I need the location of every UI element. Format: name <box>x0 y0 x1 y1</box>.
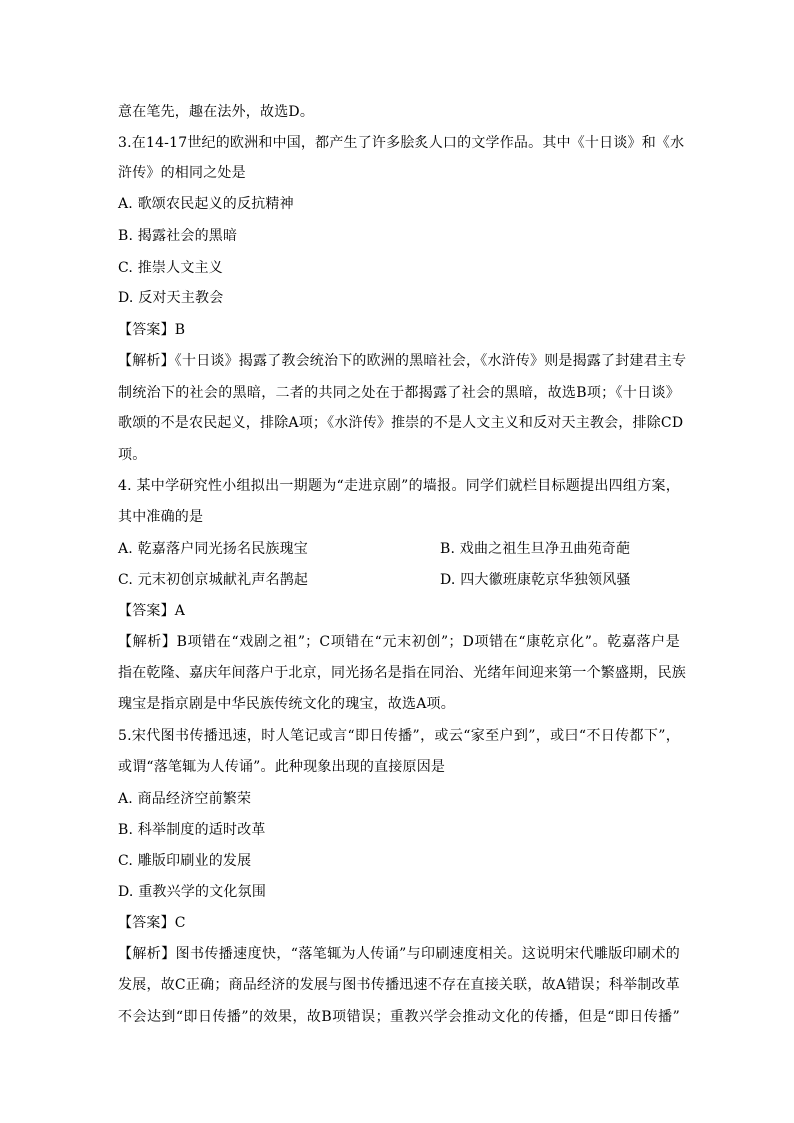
question-5-stem: 5.宋代图书传播迅速，时人笔记或言“即日传播”，或云“家至户到”，或曰“不日传都下”， <box>118 728 680 744</box>
option-row <box>118 539 680 559</box>
answer-label: 【答案】B <box>118 322 186 338</box>
option-c: C. 推崇人文主义 <box>118 260 223 276</box>
option-a: A. 歌颂农民起义的反抗精神 <box>118 196 294 212</box>
option-d: D. 反对天主教会 <box>118 290 224 306</box>
analysis-text: 制统治下的社会的黑暗，二者的共同之处在于都揭露了社会的黑暗，故选B项；《十日谈》 <box>118 385 680 401</box>
question-4-stem: 4. 某中学研究性小组拟出一期题为“走进京剧”的墙报。同学们就栏目标题提出四组方案， <box>118 478 680 494</box>
option-d: D. 四大徽班康乾京华独领风骚 <box>440 572 631 588</box>
question-4-stem-cont: 其中准确的是 <box>118 509 204 525</box>
analysis-text: 【解析】B项错在“戏剧之祖”；C项错在“元末初创”；D项错在“康乾京化”。乾嘉落户是 <box>118 634 680 650</box>
option-a: A. 乾嘉落户同光扬名民族瑰宝 <box>118 541 309 557</box>
option-row <box>118 570 680 590</box>
analysis-text: 指在乾隆、嘉庆年间落户于北京，同光扬名是指在同治、光绪年间迎来第一个繁盛期，民族 <box>118 665 686 681</box>
analysis-text: 歌颂的不是农民起义，排除A项；《水浒传》推崇的不是人文主义和反对天主教会，排除CD <box>118 415 684 431</box>
question-5-stem-cont: 或谓“落笔辄为人传诵”。此种现象出现的直接原因是 <box>118 759 446 775</box>
option-c: C. 雕版印刷业的发展 <box>118 853 252 869</box>
option-b: B. 戏曲之祖生旦净丑曲苑奇葩 <box>440 541 631 557</box>
question-3-stem-cont: 浒传》的相同之处是 <box>118 165 246 181</box>
analysis-text: 【解析】图书传播速度快，“落笔辄为人传诵”与印刷速度相关。这说明宋代雕版印刷术的 <box>118 946 680 962</box>
text-line: 意在笔先，趣在法外，故选D。 <box>118 104 315 120</box>
analysis-text: 项。 <box>118 447 147 463</box>
analysis-text: 瑰宝是指京剧是中华民族传统文化的瑰宝，故选A项。 <box>118 696 455 712</box>
option-d: D. 重教兴学的文化氛围 <box>118 884 267 900</box>
answer-label: 【答案】C <box>118 915 186 931</box>
analysis-text: 【解析】《十日谈》揭露了教会统治下的欧洲的黑暗社会，《水浒传》则是揭露了封建君主专 <box>118 353 687 369</box>
question-3-stem: 3.在14-17世纪的欧洲和中国，都产生了许多脍炙人口的文学作品。其中《十日谈》和《水 <box>118 135 685 151</box>
option-b: B. 揭露社会的黑暗 <box>118 228 238 244</box>
analysis-text: 发展，故C正确；商品经济的发展与图书传播迅速不存在直接关联，故A错误；科举制改革 <box>118 977 680 993</box>
answer-label: 【答案】A <box>118 603 186 619</box>
analysis-text: 不会达到“即日传播”的效果，故B项错误；重教兴学会推动文化的传播，但是“即日传播” <box>118 1009 680 1025</box>
option-a: A. 商品经济空前繁荣 <box>118 791 252 807</box>
option-c: C. 元末初创京城献礼声名鹊起 <box>118 572 309 588</box>
option-b: B. 科举制度的适时改革 <box>118 822 266 838</box>
